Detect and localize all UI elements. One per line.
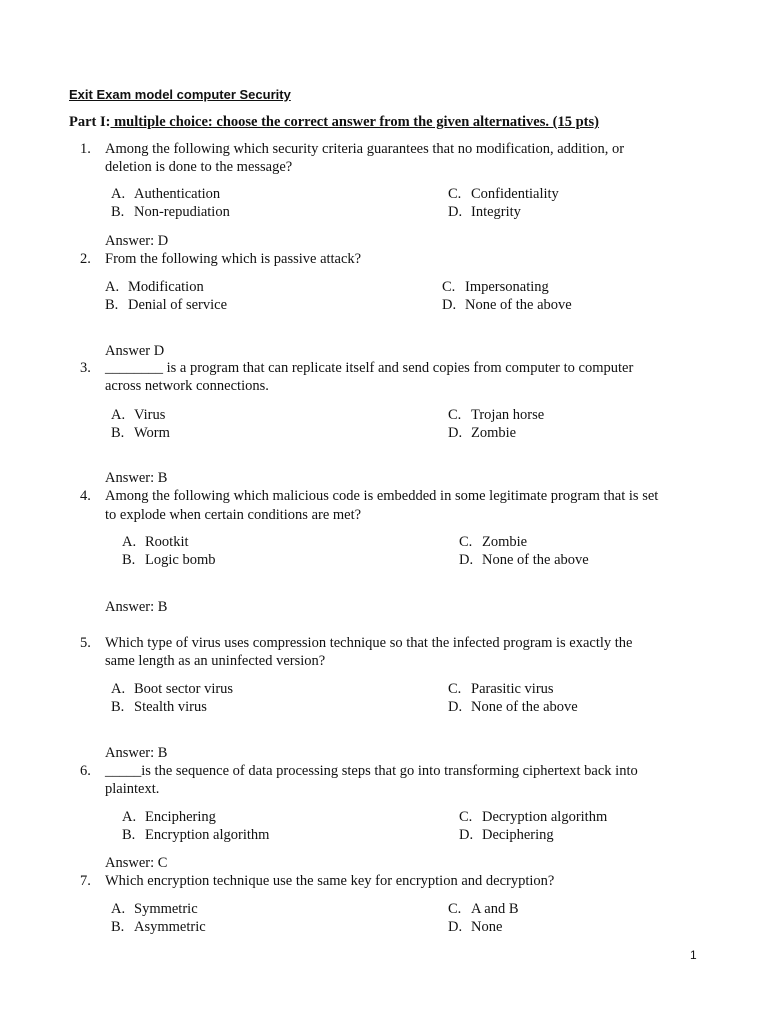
option-letter: A.: [111, 901, 126, 917]
option-a: [105, 279, 204, 296]
option-c: [442, 279, 549, 296]
option-d: [448, 204, 521, 221]
question-number: 3.: [80, 360, 91, 376]
option-text: Asymmetric: [134, 919, 206, 935]
option-text: Integrity: [471, 204, 521, 220]
option-text: Enciphering: [145, 809, 216, 825]
question-number: 2.: [80, 251, 91, 267]
option-text: A and B: [471, 901, 519, 917]
option-a: [111, 407, 165, 424]
option-c: [459, 809, 607, 826]
option-letter: A.: [122, 534, 137, 550]
option-text: Decryption algorithm: [482, 809, 608, 825]
option-text: Virus: [134, 407, 166, 423]
option-b: [111, 425, 170, 442]
option-b: [111, 699, 207, 716]
option-b: [122, 827, 269, 844]
option-text: Authentication: [134, 186, 221, 202]
option-text: Symmetric: [134, 901, 198, 917]
option-letter: B.: [105, 297, 119, 313]
part-label: Part I:: [69, 114, 111, 130]
option-c: [448, 407, 544, 424]
option-text: Trojan horse: [471, 407, 545, 423]
option-text: Stealth virus: [134, 699, 207, 715]
option-text: Rootkit: [145, 534, 189, 550]
option-letter: B.: [111, 699, 125, 715]
option-d: [442, 297, 572, 314]
question-text: across network connections.: [105, 378, 269, 394]
question-text: to explode when certain conditions are met?: [105, 507, 362, 523]
part-instruction: multiple choice: choose the correct answer from the given alternatives. (15 pts): [110, 114, 599, 130]
option-letter: A.: [105, 279, 120, 295]
option-letter: C.: [459, 809, 473, 825]
option-letter: C.: [448, 186, 462, 202]
option-d: [459, 552, 589, 569]
question-text: _____is the sequence of data processing steps that go into transforming ciphertext back into: [105, 763, 638, 779]
option-b: [122, 552, 215, 569]
option-text: Worm: [134, 425, 170, 441]
option-text: Deciphering: [482, 827, 554, 843]
option-letter: C.: [448, 407, 462, 423]
option-letter: D.: [459, 552, 474, 568]
option-c: [459, 534, 527, 551]
option-b: [111, 919, 206, 936]
option-letter: B.: [111, 204, 125, 220]
option-text: Zombie: [471, 425, 517, 441]
question-text: ________ is a program that can replicate itself and send copies from computer to computer: [105, 360, 634, 376]
option-letter: C.: [448, 681, 462, 697]
option-d: [459, 827, 554, 844]
question-number: 1.: [80, 141, 91, 157]
option-d: [448, 425, 516, 442]
option-a: [111, 681, 233, 698]
page-number: 1: [690, 948, 697, 962]
option-letter: C.: [442, 279, 456, 295]
option-c: [448, 901, 519, 918]
option-text: Confidentiality: [471, 186, 559, 202]
answer-line: Answer D: [105, 343, 165, 359]
option-letter: A.: [111, 186, 126, 202]
answer-line: Answer: C: [105, 855, 168, 871]
question-text: plaintext.: [105, 781, 160, 797]
question-number: 5.: [80, 635, 91, 651]
option-letter: B.: [111, 919, 125, 935]
answer-line: Answer: B: [105, 745, 168, 761]
option-letter: D.: [448, 919, 463, 935]
option-a: [111, 186, 220, 203]
option-text: Impersonating: [465, 279, 549, 295]
option-letter: B.: [122, 827, 136, 843]
question-text: same length as an uninfected version?: [105, 653, 326, 669]
question-text: Which encryption technique use the same key for encryption and decryption?: [105, 873, 555, 889]
question-text: Among the following which security criteria guarantees that no modification, addition, or: [105, 141, 625, 157]
option-text: None of the above: [482, 552, 589, 568]
option-letter: B.: [122, 552, 136, 568]
option-d: [448, 919, 502, 936]
option-text: Encryption algorithm: [145, 827, 270, 843]
option-letter: A.: [122, 809, 137, 825]
option-letter: B.: [111, 425, 125, 441]
answer-line: Answer: B: [105, 470, 168, 486]
option-text: Modification: [128, 279, 204, 295]
option-text: Denial of service: [128, 297, 228, 313]
question-number: 7.: [80, 873, 91, 889]
option-c: [448, 186, 559, 203]
option-letter: D.: [448, 204, 463, 220]
question-text: Which type of virus uses compression technique so that the infected program is exactly the: [105, 635, 633, 651]
option-letter: A.: [111, 407, 126, 423]
question-text: From the following which is passive attack?: [105, 251, 362, 267]
option-c: [448, 681, 554, 698]
option-text: Non-repudiation: [134, 204, 230, 220]
question-number: 4.: [80, 488, 91, 504]
option-letter: C.: [459, 534, 473, 550]
option-letter: A.: [111, 681, 126, 697]
option-text: Boot sector virus: [134, 681, 234, 697]
answer-line: Answer: B: [105, 599, 168, 615]
option-text: Parasitic virus: [471, 681, 554, 697]
option-letter: D.: [448, 425, 463, 441]
option-text: Logic bomb: [145, 552, 216, 568]
option-b: [111, 204, 230, 221]
question-text: Among the following which malicious code is embedded in some legitimate program that is set: [105, 488, 659, 504]
option-letter: D.: [448, 699, 463, 715]
part-heading: [69, 114, 599, 131]
document-title: Exit Exam model computer Security: [69, 87, 291, 102]
option-b: [105, 297, 227, 314]
option-letter: D.: [459, 827, 474, 843]
option-text: None: [471, 919, 503, 935]
option-text: Zombie: [482, 534, 528, 550]
option-text: None of the above: [465, 297, 572, 313]
question-text: deletion is done to the message?: [105, 159, 293, 175]
option-a: [111, 901, 198, 918]
option-d: [448, 699, 578, 716]
option-text: None of the above: [471, 699, 578, 715]
option-a: [122, 534, 189, 551]
option-letter: D.: [442, 297, 457, 313]
option-letter: C.: [448, 901, 462, 917]
answer-line: Answer: D: [105, 233, 169, 249]
option-a: [122, 809, 216, 826]
question-number: 6.: [80, 763, 91, 779]
